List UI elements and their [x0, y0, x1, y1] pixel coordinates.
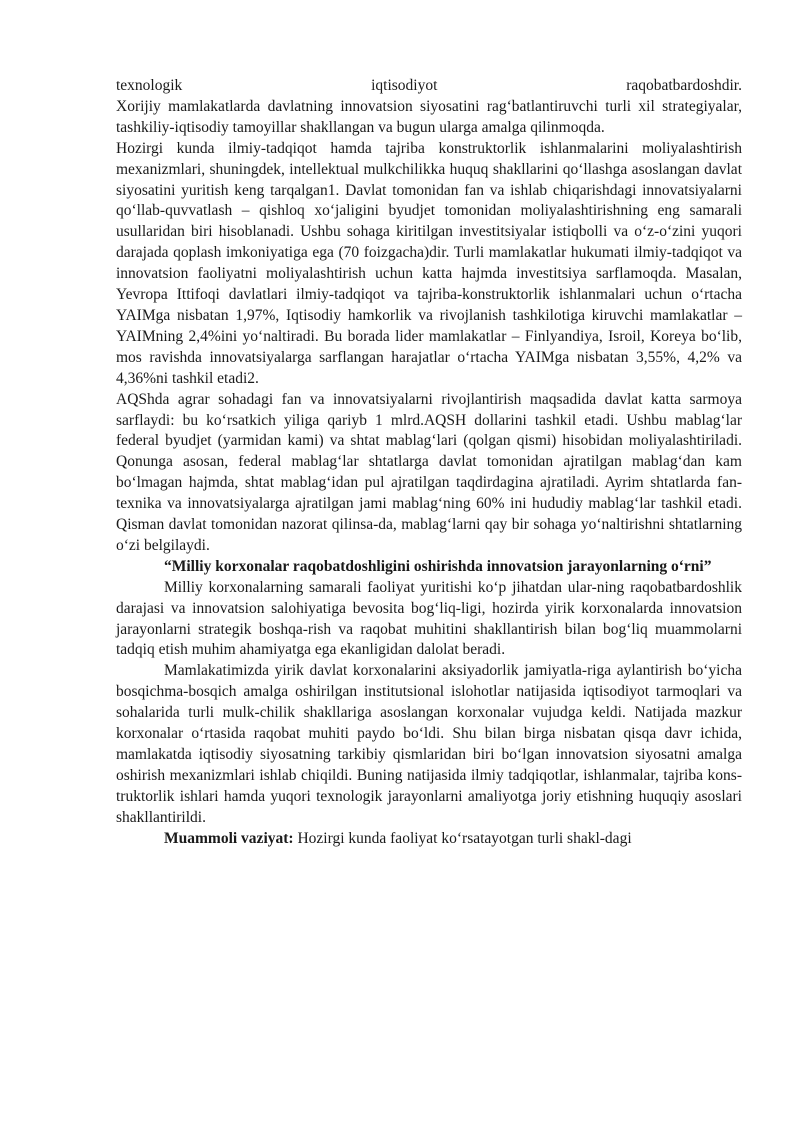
- first-line: [116, 76, 742, 97]
- paragraph-foreign-strategies: Xorijiy mamlakatlarda davlatning innovatsion siyosatini rag‘batlantiruvchi turli xil strategiyalar, tashkiliy-iqtisodiy tamoyillar shakllangan va bugun ularga amalga qilinmoqda.: [116, 97, 742, 136]
- first-line-word-1: texnologik: [116, 77, 183, 94]
- document-page: [116, 76, 742, 850]
- paragraph-usa-agrarian: AQShda agrar sohadagi fan va innovatsiyalarni rivojlantirish maqsadida davlat katta sarmoya sarflaydi: bu ko‘rsatkich yiliga qariyb 1 mlrd.AQSH dollarini tashkil etadi. Ushbu mablag‘lar federal byudjet (yarmidan kami) va shtat mablag‘lari (qolgan qismi) hisobidan moliyalashtiriladi. Qonunga asosan, federal mablag‘lar shtatlarga davlat tomonidan ajratilgan mablag‘dan kam bo‘lmagan hajmda, shtat mablag‘idan pul ajratilgan taqdirdagina ajratiladi. Ayrim shtatlarda fan-texnika va innovatsiyalarga ajratilgan jami mablag‘ning 60% ini hududiy mablag‘lar tashkil etadi. Qisman davlat tomonidan nazorat qilinsa-da, mablag‘larni qay bir sohaga yo‘naltirishni shtatlarning o‘zi belgilaydi.: [116, 390, 742, 554]
- first-line-word-2: iqtisodiyot: [371, 77, 438, 94]
- section-heading: “Milliy korxonalar raqobatdoshligini oshirishda innovatsion jarayonlarning o‘rni”: [164, 557, 712, 575]
- first-line-word-3: raqobatbardoshdir.: [626, 77, 742, 94]
- problem-situation-text: Hozirgi kunda faoliyat ko‘rsatayotgan turli shakl-dagi: [293, 829, 632, 847]
- paragraph-research-funding: Hozirgi kunda ilmiy-tadqiqot hamda tajriba konstruktorlik ishlanmalarini moliyalashtirish mexanizmlari, shuningdek, intellektual mulkchilikka huquq shakllarini qo‘llashga asoslangan davlat siyosatini yuritish keng tarqalgan1. Davlat tomonidan fan va ishlab chiqarishdagi innovatsiyalarni qo‘llab-quvvatlash – qishloq xo‘jaligini byudjet tomonidan moliyalashtirishning eng samarali usullaridan biri hisoblanadi. Ushbu sohaga kiritilgan investitsiyalar istiqbolli va o‘z-o‘zini yuqori darajada qoplash imkoniyatiga ega (70 foizgacha)dir. Turli mamlakatlar hukumati ilmiy-tadqiqot va innovatsion faoliyatni moliyalashtirish uchun katta hajmda investitsiya sarflamoqda. Masalan, Yevropa Ittifoqi davlatlari ilmiy-tadqiqot va tajriba-konstruktorlik ishlanmalari uchun o‘rtacha YAIMga nisbatan 1,97%, Iqtisodiy hamkorlik va rivojlanish tashkilotiga kiruvchi mamlakatlar – YAIMning 2,4%ini yo‘naltiradi. Bu borada lider mamlakatlar – Finlyandiya, Isroil, Koreya bo‘lib, mos ravishda innovatsiyalarga sarflangan harajatlar o‘rtacha YAIMga nisbatan 3,55%, 4,2% va 4,36%ni tashkil etadi2.: [116, 139, 742, 387]
- paragraph-problem-situation: [116, 829, 742, 850]
- paragraph-institutional-reforms: Mamlakatimizda yirik davlat korxonalarini aksiyadorlik jamiyatla-riga aylantirish bo‘yicha bosqichma-bosqich amalga oshirilgan institutsional islohotlar natijasida iqtisodiyot tarmoqlari va sohalarida turli mulk-chilik shakllariga asoslangan korxonalar vujudga keldi. Natijada mazkur korxonalar o‘rtasida raqobat muhiti paydo bo‘ldi. Shu bilan birga nisbatan qisqa davr ichida, mamlakatda iqtisodiy siyosatning tarkibiy qismlaridan biri bo‘lgan innovatsion siyosatni amalga oshirish mexanizmlari ishlab chiqildi. Buning natijasida ilmiy tadqiqotlar, ishlanmalar, tajriba kons-truktorlik ishlari hamda yuqori texnologik jarayonlarni amaliyotga joriy etishning huquqiy asoslari shakllantirildi.: [116, 662, 742, 826]
- problem-situation-label: Muammoli vaziyat:: [164, 829, 294, 847]
- paragraph-national-enterprises: Milliy korxonalarning samarali faoliyat yuritishi ko‘p jihatdan ular-ning raqobatbardoshlik darajasi va innovatsion salohiyatiga bevosita bog‘liq-ligi, hozirda yirik korxonalarda innovatsion jarayonlarni strategik boshqa-rish va raqobat muhitini shakllantirish bilan bog‘liq muammolarni tadqiq etish muhim ahamiyatga ega ekanligidan dalolat beradi.: [116, 578, 742, 659]
